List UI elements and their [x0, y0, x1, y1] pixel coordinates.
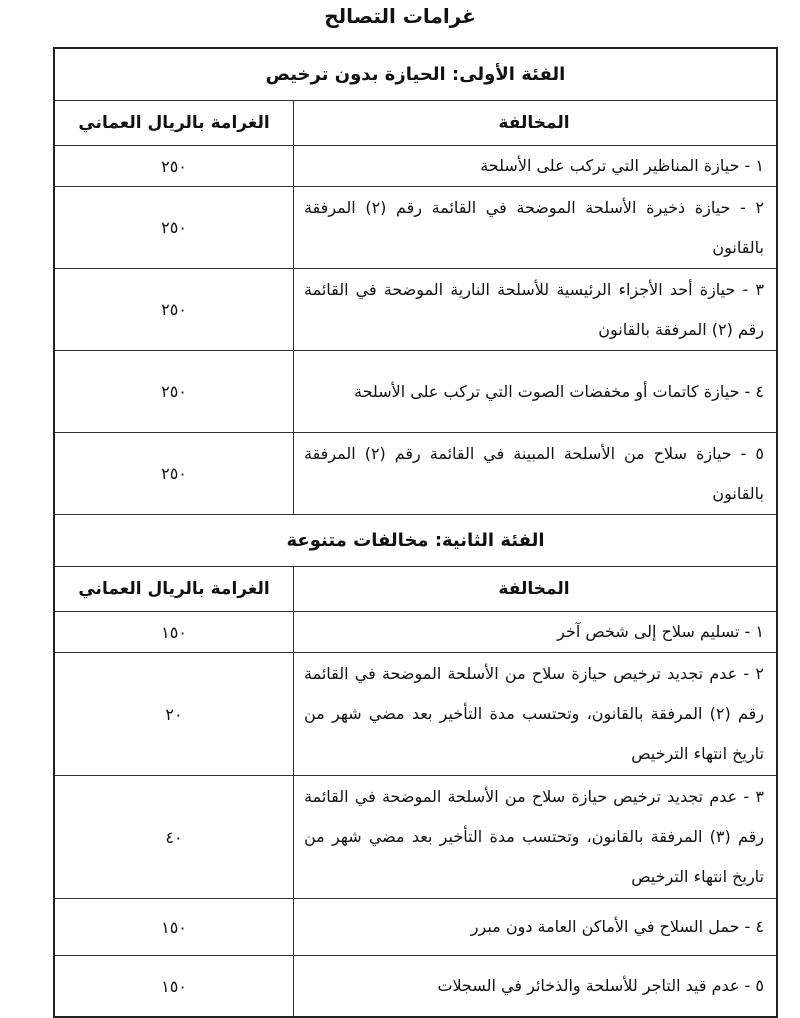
- header-violation: المخالفة: [293, 567, 776, 611]
- table-row: [55, 269, 776, 351]
- header-violation: المخالفة: [293, 101, 776, 145]
- fine-value: ٢٥٠: [161, 156, 187, 176]
- violation-text: ٥ - عدم قيد التاجر للأسلحة والذخائر في السجلات: [437, 976, 764, 995]
- category-1-title: الفئة الأولى: الحيازة بدون ترخيص: [55, 49, 776, 101]
- violation-text: ٣ - حيازة أحد الأجزاء الرئيسية للأسلحة النارية الموضحة في القائمة رقم (٢) المرفقة بالقانون: [304, 279, 764, 339]
- fine-value: ١٥٠: [161, 917, 187, 937]
- violation-text: ٤ - حيازة كاتمات أو مخفضات الصوت التي تركب على الأسلحة: [353, 381, 764, 401]
- table-row: [55, 187, 776, 269]
- violation-text: ٤ - حمل السلاح في الأماكن العامة دون مبرر: [470, 917, 764, 936]
- violation-text: ١ - تسليم سلاح إلى شخص آخر: [557, 622, 764, 641]
- table-row: [55, 776, 776, 899]
- table-row: [55, 146, 776, 187]
- table-header: [55, 101, 776, 146]
- category-2-title: الفئة الثانية: مخالفات متنوعة: [55, 515, 776, 567]
- header-fine: الغرامة بالريال العماني: [78, 113, 270, 133]
- header-fine: الغرامة بالريال العماني: [78, 579, 270, 599]
- table-header: [55, 567, 776, 612]
- fine-value: ٢٥٠: [161, 464, 187, 483]
- fine-value: ١٥٠: [161, 622, 187, 642]
- table-row: [55, 653, 776, 776]
- table-row: [55, 351, 776, 433]
- violation-text: ٢ - حيازة ذخيرة الأسلحة الموضحة في القائمة رقم (٢) المرفقة بالقانون: [304, 197, 764, 257]
- fine-value: ١٥٠: [161, 976, 187, 996]
- document-title: غرامات التصالح: [324, 4, 476, 28]
- violation-text: ٥ - حيازة سلاح من الأسلحة المبينة في القائمة رقم (٢) المرفقة بالقانون: [304, 443, 765, 503]
- fine-value: ٢٠: [165, 704, 183, 724]
- table-row: [55, 899, 776, 956]
- fine-value: ٢٥٠: [161, 300, 187, 319]
- fine-value: ٤٠: [165, 827, 183, 847]
- violation-text: ١ - حيازة المناظير التي تركب على الأسلحة: [480, 156, 764, 175]
- fine-value: ٢٥٠: [161, 382, 187, 401]
- table-row: [55, 956, 776, 1016]
- fines-table: [53, 47, 778, 1018]
- fine-value: ٢٥٠: [161, 218, 187, 237]
- table-row: [55, 433, 776, 515]
- table-row: [55, 612, 776, 653]
- violation-text: ٢ - عدم تجديد ترخيص حيازة سلاح من الأسلحة الموضحة في القائمة رقم (٢) المرفقة بالقانون، وتحتسب مدة التأخير بعد مضي شهر من تاريخ انتهاء الترخيص: [304, 664, 764, 763]
- violation-text: ٣ - عدم تجديد ترخيص حيازة سلاح من الأسلحة الموضحة في القائمة رقم (٣) المرفقة بالقانون، وتحتسب مدة التأخير بعد مضي شهر من تاريخ انتهاء الترخيص: [304, 787, 764, 886]
